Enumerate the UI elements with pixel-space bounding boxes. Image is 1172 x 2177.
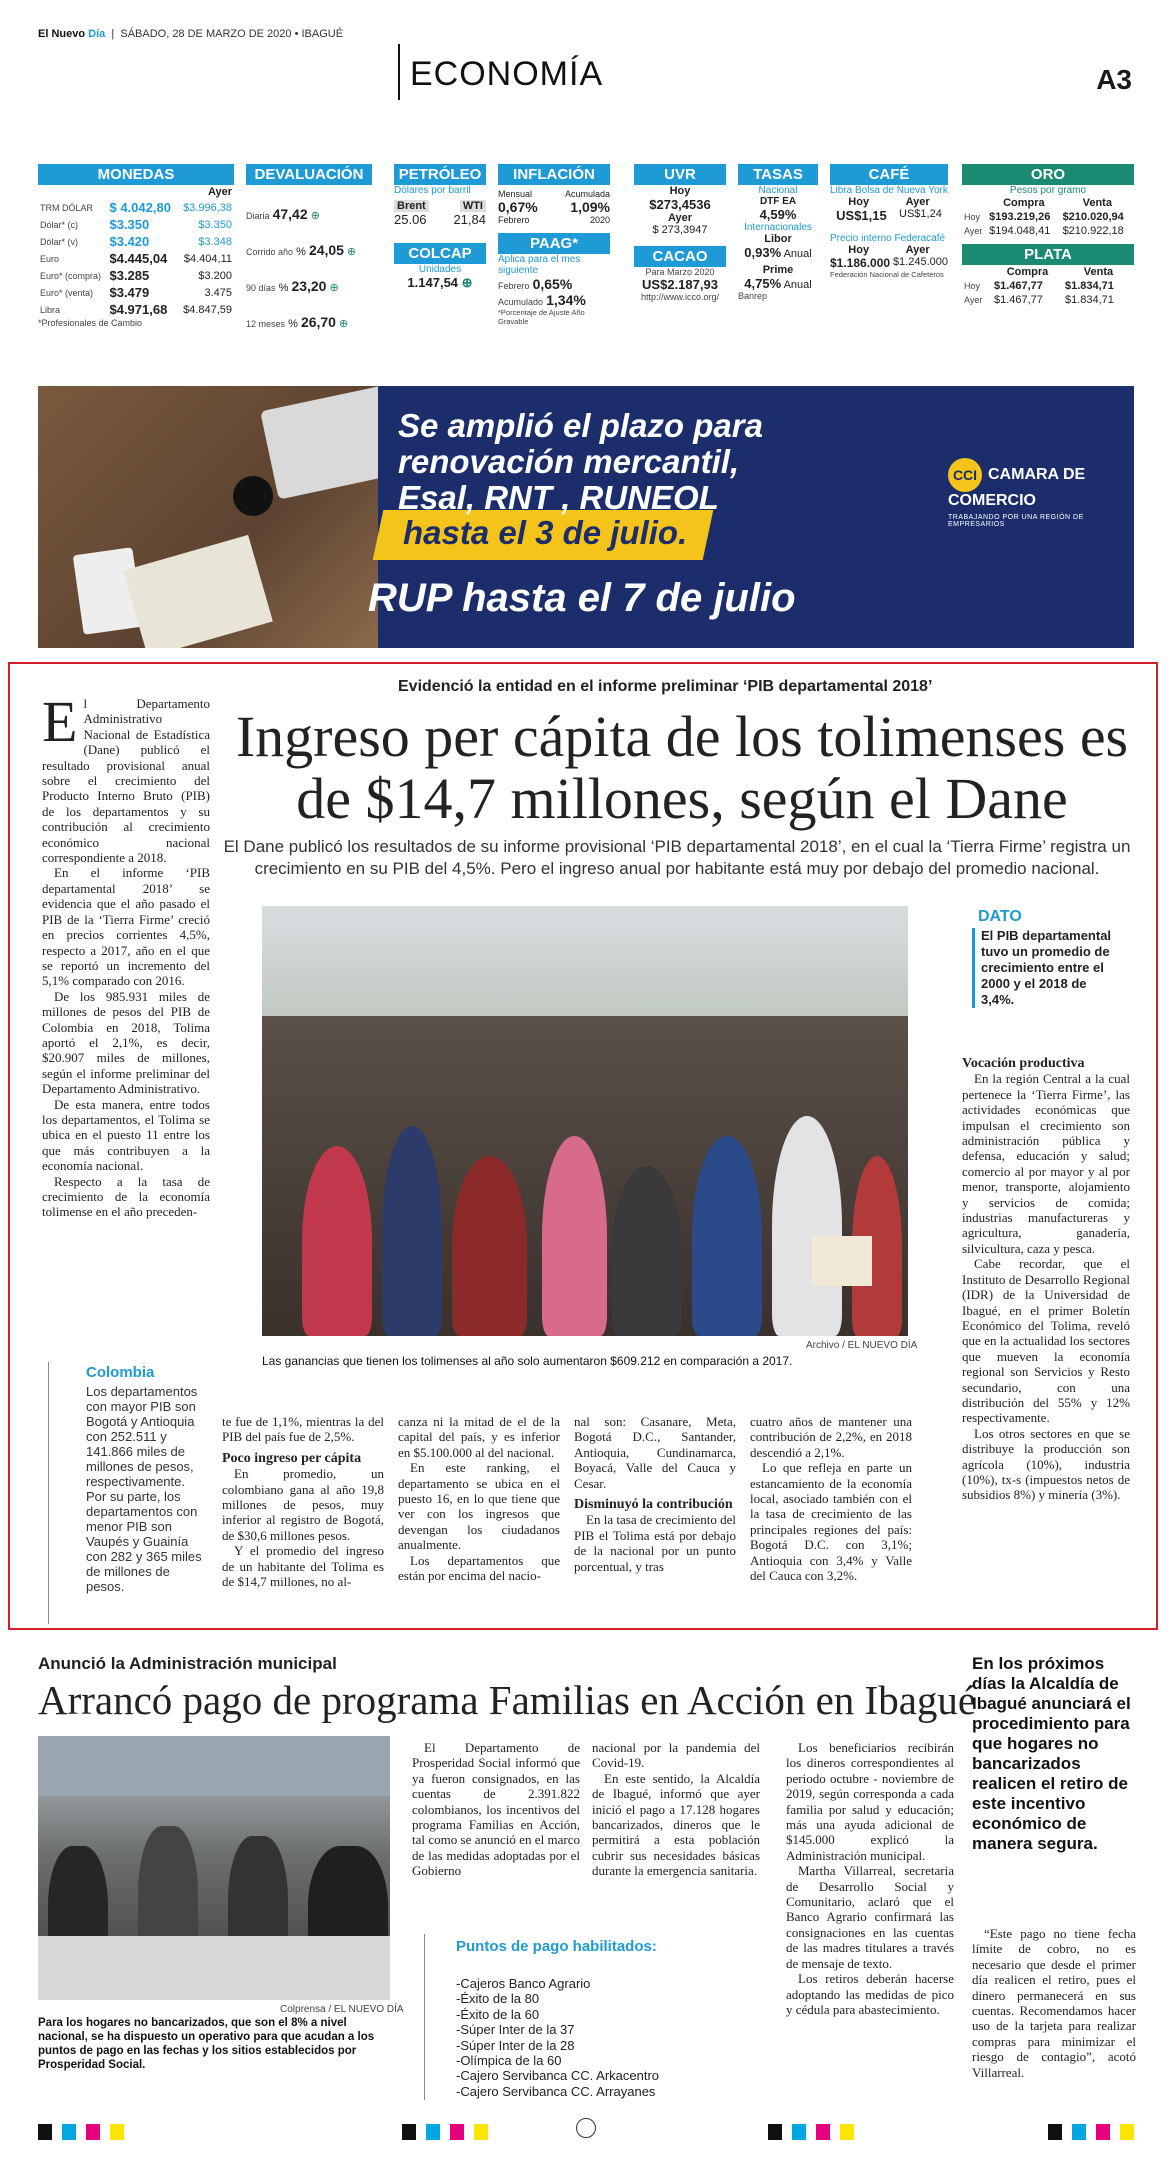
inflacion-mes: Febrero (498, 215, 530, 225)
cafe-hoy-int: $1.186.000 (830, 256, 891, 270)
payment-office-photo (38, 1736, 390, 2000)
cafe-ayer-value: US$1,24 (899, 208, 942, 220)
cacao-value: US$2.187,93 (642, 277, 718, 292)
arrow-up-icon: ⊕ (461, 275, 473, 290)
table-row: Libra $4.971,68 $4.847,59 (40, 302, 232, 317)
libor-label: Libor (764, 233, 792, 245)
list-item: -Éxito de la 80 (456, 1991, 540, 2007)
table-row: Dólar* (v) $3.420 $3.348 (40, 234, 232, 249)
list-item: -Éxito de la 60 (456, 2006, 540, 2022)
devaluacion-row: 90 días % 23,20 ⊕ (246, 278, 339, 294)
colcap-sub: Unidades (418, 264, 462, 275)
photo2-credit: Colprensa / EL NUEVO DÍA (280, 2004, 404, 2015)
sidebar-bracket (48, 1362, 59, 1624)
paag-title: PAAG* (498, 233, 610, 254)
table-row: Hoy $1.467,77 $1.834,71 (964, 280, 1114, 292)
colcap-value: 1.147,54 (407, 275, 459, 290)
cafe-box: CAFÉ Libra Bolsa de Nueva York Hoy Ayer US$1,15 US$1,24 Precio interno Federacafé Hoy Ayer $1.186.000 $1.245.000 Federación Nacional de Cafeteros (830, 166, 948, 279)
article2-column-2: nacional por la pandemia del Covid-19. En este sentido, la Alcaldía de Ibagué, informó que ayer inició el pago a 17.128 hogares bancarizados, dineros que le permitirá a esta población cubrir sus necesidades básicas durante la emergencia sanitaria. (592, 1740, 760, 1879)
libor-value: 0,93% (744, 245, 782, 260)
article2-column-1: El Departamento de Prosperidad Social informó que ya fueron consignados, en las cuentas de 2.391.822 colombianos, los incentivos del programa Familias en Acción, tal como se anunció en el marco de las medidas adoptadas por el Gobierno (412, 1740, 580, 1879)
dtf-value: 4,59% (759, 207, 797, 222)
coffee-cup-image (233, 476, 273, 516)
cafe-hoy-value: US$1,15 (836, 208, 887, 223)
article-kicker: Evidenció la entidad en el informe preliminar ‘PIB departamental 2018’ (398, 678, 933, 695)
prime-label: Prime (762, 264, 794, 276)
devaluacion-title: DEVALUACIÓN (246, 164, 372, 185)
prime-unit: Anual (783, 279, 812, 291)
cafe-ayer-int: $1.245.000 (892, 256, 948, 268)
table-row: Hoy $193.219,26 $210.020,94 (964, 211, 1124, 223)
uvr-title: UVR (634, 164, 726, 185)
logo-tagline: TRABAJANDO POR UNA REGIÓN DE EMPRESARIOS (948, 514, 1084, 528)
oro-title: ORO (962, 164, 1134, 185)
devaluacion-box (246, 164, 372, 341)
arrow-up-icon: ⊕ (329, 282, 339, 294)
article2-sidebar: En los próximos días la Alcaldía de Ibagué anunciará el procedimiento para que hogares no bancarizados realicen el retiro de este incentivo económico de manera segura. (972, 1654, 1131, 1853)
oro-sub: Pesos por gramo (1009, 185, 1087, 196)
price-sign (812, 1236, 872, 1286)
list-item: -Cajeros Banco Agrario (456, 1976, 591, 1991)
article2-kicker: Anunció la Administración municipal (38, 1654, 337, 1673)
list-item: -Olímpica de la 60 (456, 2053, 562, 2069)
mensual-label: Mensual (498, 189, 533, 199)
devaluacion-row: 12 meses % 26,70 ⊕ (246, 314, 349, 330)
cacao-note: http://www.icco.org/ (640, 292, 720, 302)
page-number: A3 (1096, 64, 1132, 95)
article-title: Ingreso per cápita de los tolimenses es de $14,7 millones, según el Dane (235, 704, 1129, 831)
tasas-intl: Internacionales (744, 222, 812, 233)
article2-column-3: Los beneficiarios recibirán los dineros correspondientes al periodo octubre - noviembre de 2019, según corresponda a cada familia por salud y educación; más una ayuda adicional de $145.000 explicó la Administración municipal. Martha Villarreal, secretaria de Desarrollo Social y Comunitario, aclaró que el Banco Agrario confirmará las consignaciones en las cuentas de las madres titulares a través de mensaje de texto. Los retiros deberán hacerse adoptando las medidas de pico y cédula para abastecimiento. (786, 1740, 954, 2017)
uvr-hoy-value: $273,4536 (649, 197, 711, 212)
paag-feb-value: 0,65% (532, 276, 573, 292)
article-column-6: Vocación productiva En la región Central a la cual pertenece la ‘Tierra Firme’, las actividades económicas que impulsan el crecimiento son administración pública y defensa, educación y salud; comercio al por mayor y al por menor, transporte, alojamiento y servicios de comida; industrias manufactureras y agricultura, ganadería, silvicultura, caza y pesca. Cabe recordar, que el Instituto de Desarrollo Regional (IDR) de la Universidad de Ibagué, en el primer Boletín Económico del Tolima, reveló que en la actualidad los sectores que mueven la economía regional son Servicios y Resto secundario, con una distribución del 55% y 12% respectivamente. Los otros sectores en que se distribuye la producción son agrícola (10%), industria (10%), tx-s (impuestos netos de subsidios 8%) y minería (3%). (962, 1056, 1130, 1503)
ad-headline: Se amplió el plazo para renovación mercantil, Esal, RNT , RUNEOL (398, 407, 763, 516)
prime-value: 4,75% (744, 276, 782, 291)
inflacion-box (498, 164, 610, 326)
photo-caption: Las ganancias que tienen los tolimenses al año solo aumentaron $609.212 en comparación a 2017. (262, 1354, 793, 1368)
monedas-note: *Profesionales de Cambio (38, 318, 143, 328)
puntos-title: Puntos de pago habilitados: (456, 1938, 657, 1955)
drop-cap: E (42, 689, 78, 754)
puntos-bracket (424, 1934, 435, 2100)
uvr-ayer-label: Ayer (667, 212, 693, 224)
tasas-box (738, 164, 818, 301)
article-column-2: te fue de 1,1%, mientras la del PIB del país fue de 2,5%. Poco ingreso per cápita En promedio, un colombiano gana al año 19,8 millones de pesos, muy inferior al registro de Bogotá, de $30,6 millones pesos. Y el promedio del ingreso de un habitante del Tolima es de $14,7 millones, no al- (222, 1414, 384, 1590)
table-row: Euro* (venta) $3.479 3.475 (40, 285, 232, 300)
article-column-1: El Departamento Administrativo Nacional de Estadística (Dane) publicó el resultado provisional anual sobre el crecimiento del Producto Interno Bruto (PIB) de los departamentos y su contribución al crecimiento económico nacional correspondiente a 2018. En el informe ‘PIB departamental 2018’ se evidencia que el año pasado el PIB de la ‘Tierra Firme’ creció en precios corrientes 4,5%, respecto a 2017, año en el que se reportó un incremento del 5,1% comparado con 2016. De los 985.931 miles de millones de pesos del PIB de Colombia en 2018, Tolima aportó el 2,1%, es decir, $20.907 miles de millones, según el informe preliminar del Departamento Administrativo. De esta manera, entre todos los departamentos, el Tolima se ubica en el puesto 11 entre los que más contribuyen a la economía nacional. Respecto a la tasa de crecimiento de la economía tolimense en el año preceden- (42, 689, 210, 1220)
oro-box: ORO Pesos por gramo Compra Venta Hoy $193.219,26 $210.020,94 Ayer $194.048,41 $210.922,18 PLATA Compra Venta Hoy $1.467,77 $1.834,71 Ayer $1.467,77 $1.834,71 (962, 164, 1134, 307)
article-deck: El Dane publicó los resultados de su informe provisional ‘PIB departamental 2018’, en el cual la ‘Tierra Firme’ registra un crecimiento en su PIB del 4,5%. Pero el ingreso anual por habitante está muy por debajo del promedio nacional. (223, 837, 1131, 878)
table-row: TRM DÓLAR $ 4.042,80 $3.996,38 (40, 200, 232, 215)
cci-logo-icon: CCI (948, 458, 982, 492)
paper-name: El Nuevo (38, 28, 86, 40)
section-title: ECONOMÍA (398, 44, 603, 100)
paper-name-accent: Día (88, 28, 106, 40)
libor-unit: Anual (783, 248, 812, 260)
brent-label: Brent (394, 200, 429, 212)
list-item: -Cajero Servibanca CC. Arkacentro (456, 2068, 660, 2084)
crowd-photo (262, 906, 908, 1336)
camara-comercio-logo (948, 458, 1134, 528)
dato-title: DATO (978, 908, 1022, 925)
colombia-box: Los departamentos con mayor PIB son Bogotá y Antioquia con 252.511 y 141.866 miles de millones de pesos, respectivamente. Por su parte, los departamentos con menor PIB son Vaupés y Guainía con 282 y 365 miles de millones de pesos. (86, 1384, 202, 1594)
colombia-title: Colombia (86, 1364, 155, 1381)
cafe-ayer-label: Ayer (905, 196, 930, 208)
monedas-table (38, 185, 234, 318)
registration-mark-icon (576, 2118, 596, 2138)
advertisement-banner[interactable] (38, 386, 1134, 648)
article2-quote: “Este pago no tiene fecha límite de cobro, no es necesario que desde el primer día realicen el retiro, pues el dinero permanecerá en sus cuentas. Recomendamos hacer uso de la tarjeta para realizar compras para minimizar el riesgo de contagio”, acotó Villarreal. (972, 1926, 1136, 2080)
brent-value: 25.06 (394, 212, 427, 227)
table-row: Euro $4.445,04 $4.404,11 (40, 251, 232, 266)
paag-acum-label: Acumulado (498, 297, 544, 307)
article2-title: Arrancó pago de programa Familias en Acción en Ibagué (38, 1677, 977, 1723)
tasas-title: TASAS (738, 164, 818, 185)
wti-value: 21,84 (453, 212, 486, 227)
cafe-interno: Precio interno Federacafé (830, 233, 946, 244)
list-item: -Cajero Servibanca CC. Arrayanes (456, 2083, 656, 2099)
cafe-note: Federación Nacional de Cafeteros (830, 270, 944, 279)
cacao-title: CACAO (634, 246, 726, 267)
dateline: SÁBADO, 28 DE MARZO DE 2020 • IBAGUÉ (120, 28, 344, 40)
plata-title: PLATA (962, 244, 1134, 265)
petroleo-box (394, 164, 486, 291)
list-item: -Súper Inter de la 37 (456, 2022, 575, 2038)
photo2-caption: Para los hogares no bancarizados, que son el 8% a nivel nacional, se ha dispuesto un operativo para que acudan a los puntos de pago en las fechas y los sitios establecidos por Prosperidad Social. (38, 2017, 375, 2071)
paag-sub: Aplica para el mes siguiente (498, 254, 581, 276)
monedas-col-ayer: Ayer (207, 186, 232, 198)
petroleo-title: PETRÓLEO (394, 164, 486, 185)
cafe-hoy-label: Hoy (848, 196, 870, 208)
puntos-list (456, 1976, 659, 2099)
table-row: Dólar* (c) $3.350 $3.350 (40, 217, 232, 232)
arrow-up-icon: ⊕ (310, 210, 320, 222)
cafe-title: CAFÉ (830, 164, 948, 185)
wti-label: WTI (460, 200, 486, 212)
table-row: Euro* (compra) $3.285 $3.200 (40, 268, 232, 283)
dato-box: El PIB departamental tuvo un promedio de crecimiento entre el 2000 y el 2018 de 3,4%. (972, 928, 1121, 1008)
acumulada-value: 1,09% (570, 199, 610, 215)
arrow-up-icon: ⊕ (347, 246, 357, 258)
cafe-sub: Libra Bolsa de Nueva York (830, 185, 948, 196)
dtf-label: DTF EA (759, 196, 797, 207)
uvr-box (634, 164, 726, 302)
inflacion-title: INFLACIÓN (498, 164, 610, 185)
monedas-box (38, 164, 234, 328)
table-row: Ayer $194.048,41 $210.922,18 (964, 225, 1124, 237)
devaluacion-row: Diaria 47,42 ⊕ (246, 206, 320, 222)
tasas-note: Banrep (738, 291, 768, 301)
tasas-sub: Nacional (758, 185, 798, 196)
photo-credit: Archivo / EL NUEVO DÍA (806, 1340, 918, 1351)
uvr-hoy-label: Hoy (669, 185, 691, 197)
devaluacion-row: Corrido año % 24,05 ⊕ (246, 242, 357, 258)
paag-feb-label: Febrero (498, 281, 530, 291)
paag-note: *Porcentaje de Ajuste Año Gravable (498, 308, 585, 326)
masthead-line: El Nuevo Día | SÁBADO, 28 DE MARZO DE 2020 • IBAGUÉ (38, 28, 344, 40)
ad-rup-deadline: RUP hasta el 7 de julio (368, 576, 796, 620)
list-item: -Súper Inter de la 28 (456, 2037, 575, 2053)
uvr-ayer-value: $ 273,3947 (652, 224, 708, 236)
inflacion-anio: 2020 (589, 215, 610, 225)
paag-acum-value: 1,34% (546, 292, 586, 308)
petroleo-sub: Dólares por barril (394, 185, 471, 196)
article-column-5: cuatro años de mantener una contribución de 2,2%, en 2018 descendió a 2,1%. Lo que refleja en parte un estancamiento de la economía local, asociado también con el la tasa de crecimiento de las principales regiones del país: Bogotá D.C. con 3,1%; Antioquia con 3,4% y Valle del Cauca con 3,2%. (750, 1414, 912, 1584)
ad-deadline: hasta el 3 de julio. (403, 514, 688, 551)
acumulada-label: Acumulada (564, 189, 610, 199)
colcap-title: COLCAP (394, 243, 486, 264)
logo-text: CAMARA DE COMERCIO (948, 466, 1086, 509)
cacao-sub: Para Marzo 2020 (645, 267, 715, 277)
article-column-4: nal son: Casanare, Meta, Bogotá D.C., Santander, Antioquia, Cundinamarca, Boyacá, Valle del Cauca y Cesar. Disminuyó la contribución En la tasa de crecimiento del PIB el Tolima está por debajo de la nacional por un punto porcentual, y tras (574, 1414, 736, 1574)
article-column-3: canza ni la mitad de el de la capital del país, y es inferior en $5.100.000 al del nacional. En este ranking, el departamento se ubica en el puesto 16, en lo que tiene que ver con los ingresos que devengan los ciudadanos anualmente. Los departamentos que están por encima del nacio- (398, 1414, 560, 1584)
arrow-up-icon: ⊕ (339, 318, 349, 330)
monedas-title: MONEDAS (38, 164, 234, 185)
mensual-value: 0,67% (498, 199, 538, 215)
table-row: Ayer $1.467,77 $1.834,71 (964, 294, 1114, 306)
